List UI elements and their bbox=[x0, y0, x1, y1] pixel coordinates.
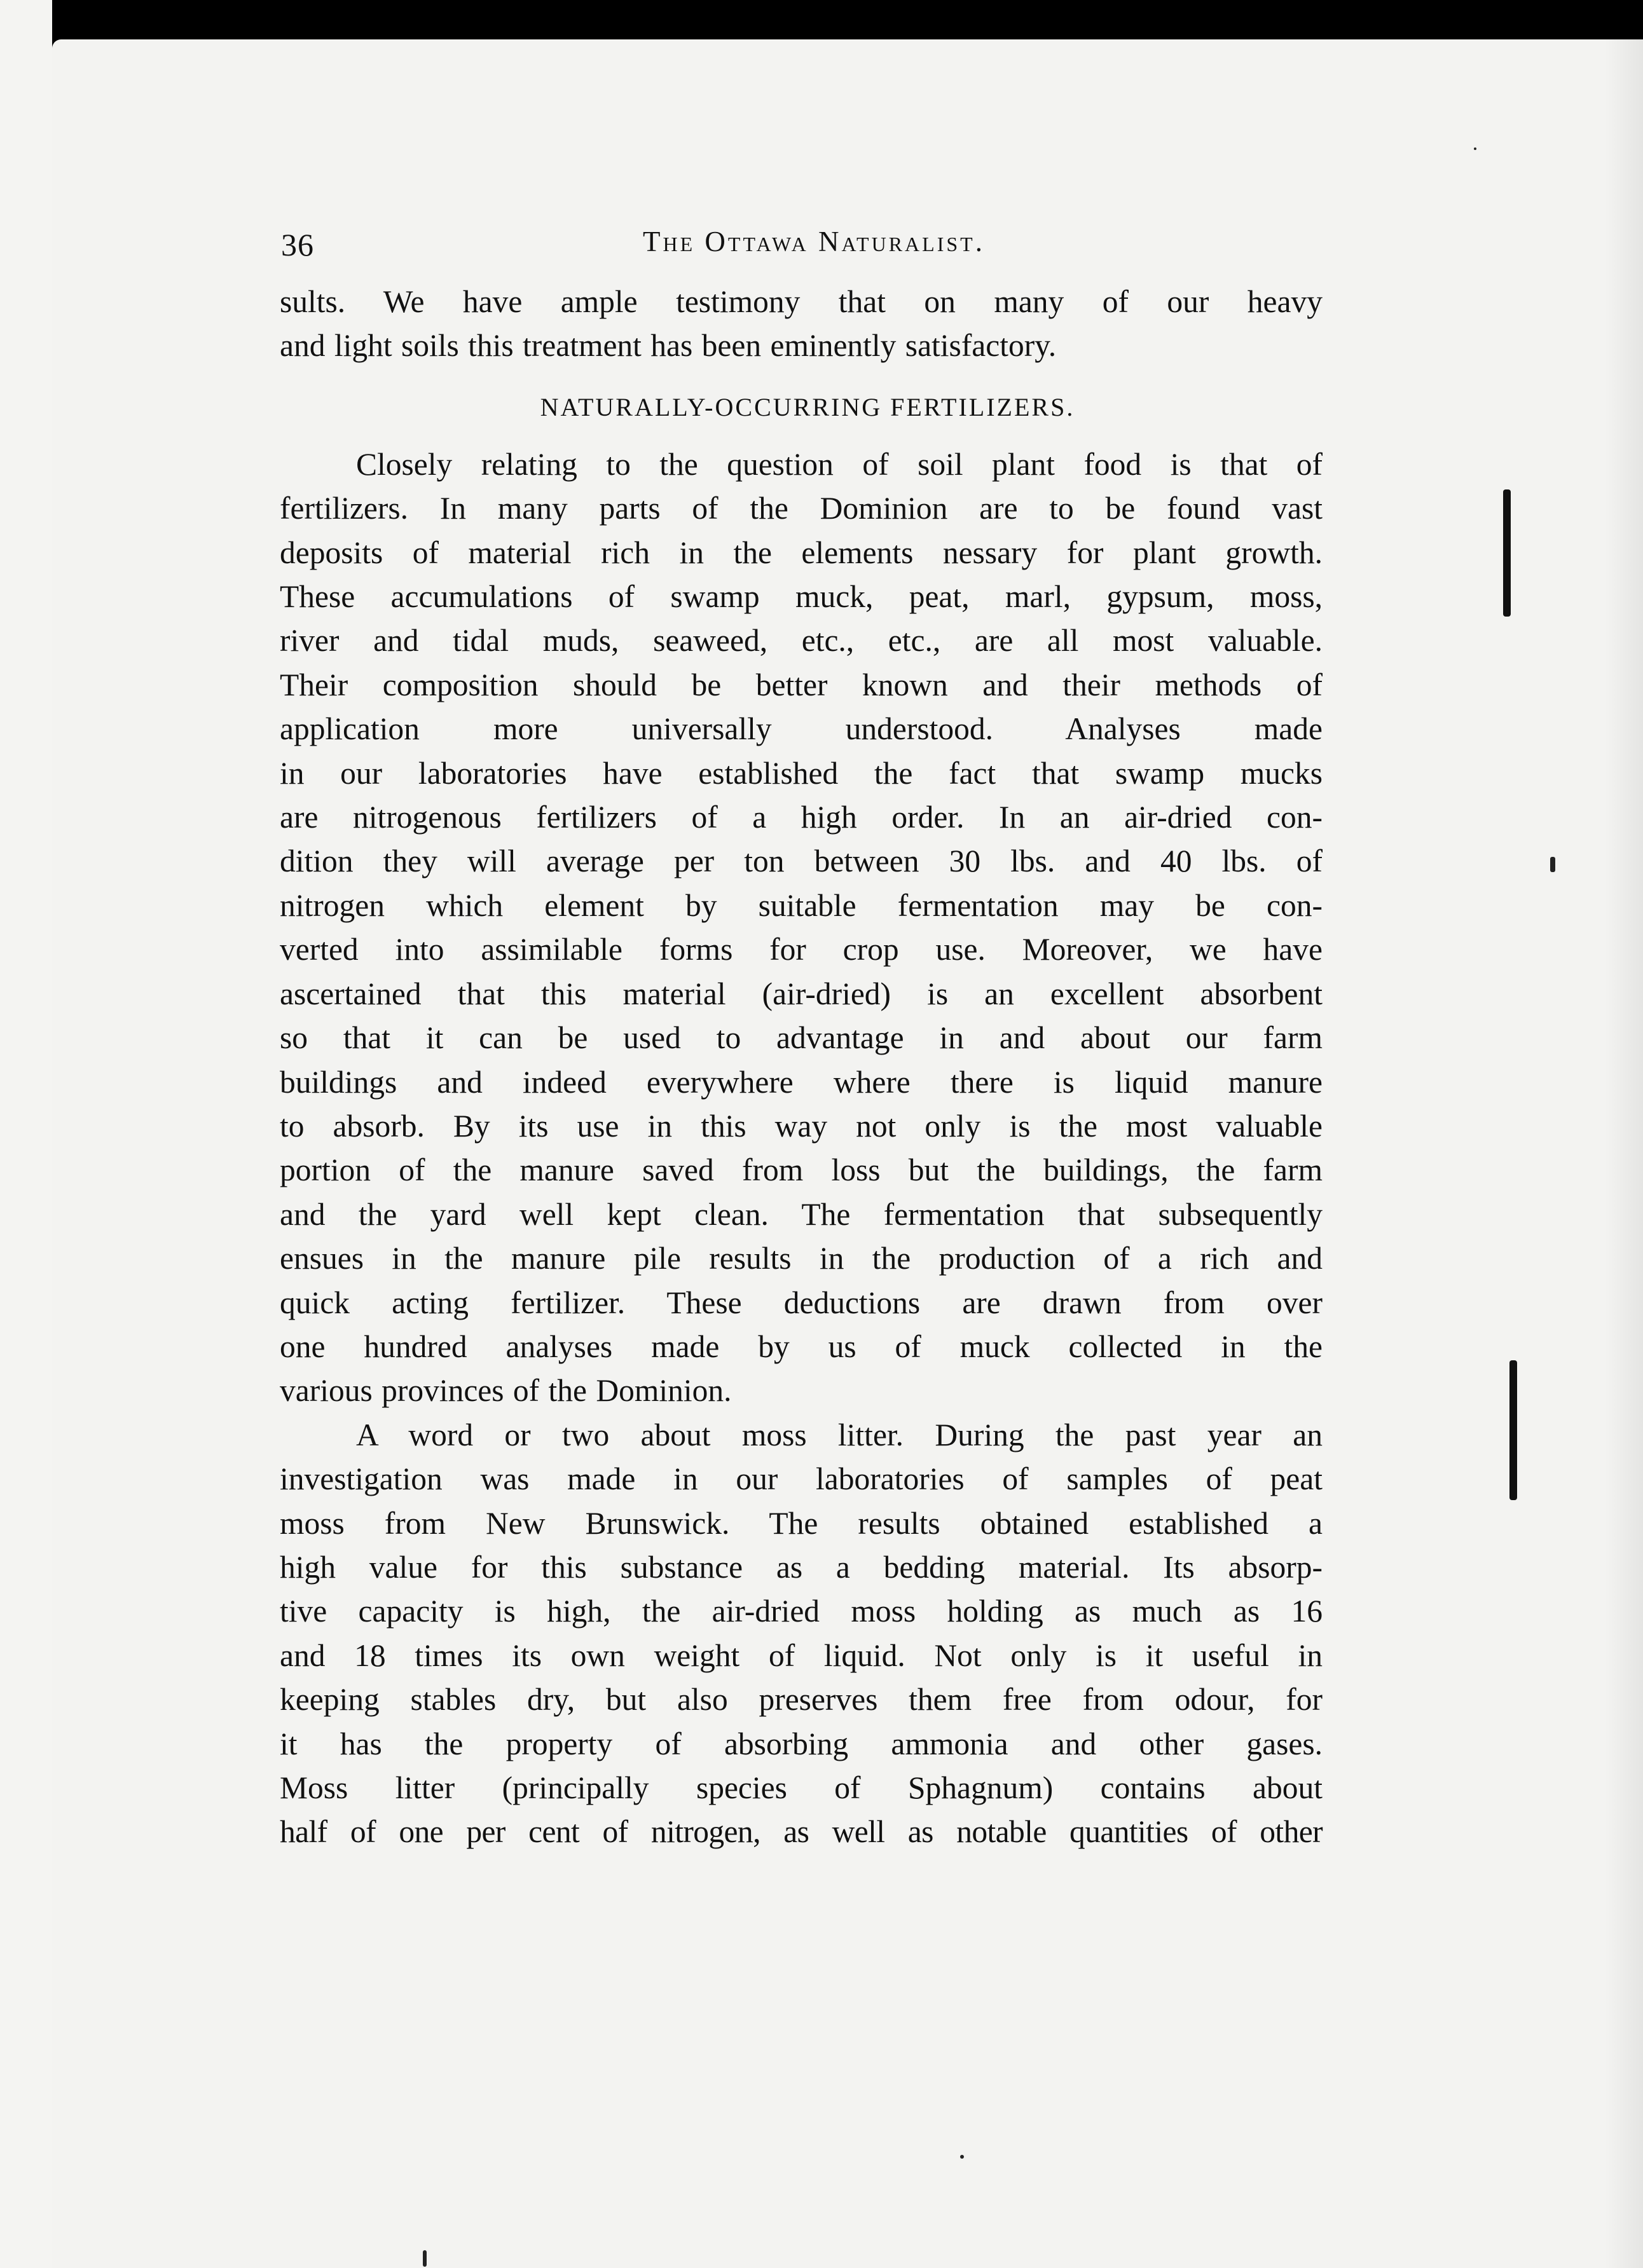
paragraph-2 bbox=[280, 1413, 1323, 1854]
scan-top-border bbox=[0, 0, 1643, 36]
text-line: investigation was made in our laboratories of samples of peat bbox=[280, 1461, 1323, 1497]
binding-mark-lower bbox=[1509, 1360, 1517, 1500]
section-heading: NATURALLY-OCCURRING FERTILIZERS. bbox=[540, 392, 1075, 421]
text-line: These accumulations of swamp muck, peat, marl, gypsum, moss, bbox=[280, 579, 1323, 615]
text-line: river and tidal muds, seaweed, etc., etc., are all most valuable. bbox=[280, 623, 1323, 659]
page-number: 36 bbox=[281, 227, 314, 263]
text-line: to absorb. By its use in this way not only is the most valuable bbox=[280, 1108, 1323, 1144]
page-gutter-shadow bbox=[1605, 39, 1643, 2268]
text-line: deposits of material rich in the elements nessary for plant growth. bbox=[280, 535, 1323, 570]
scan-speck bbox=[960, 2155, 964, 2159]
text-line: Moss litter (principally species of Sphagnum) contains about bbox=[280, 1770, 1323, 1805]
text-line: application more universally understood. Analyses made bbox=[280, 711, 1323, 747]
scan-speck bbox=[1550, 857, 1555, 872]
text-line: so that it can be used to advantage in and about our farm bbox=[280, 1020, 1323, 1056]
text-line: quick acting fertilizer. These deductions are drawn from over bbox=[280, 1285, 1323, 1320]
text-line: and the yard well kept clean. The fermentation that subsequently bbox=[280, 1196, 1323, 1232]
text-line: fertilizers. In many parts of the Dominion are to be found vast bbox=[280, 491, 1323, 526]
text-line: portion of the manure saved from loss but the buildings, the farm bbox=[280, 1152, 1323, 1188]
text-line: A word or two about moss litter. During the past year an bbox=[356, 1417, 1323, 1452]
text-line: half of one per cent of nitrogen, as well as notable quantities of other bbox=[280, 1814, 1323, 1850]
intro-text bbox=[280, 280, 1323, 368]
text-line: high value for this substance as a bedding material. Its absorp- bbox=[280, 1549, 1323, 1585]
scan-speck bbox=[1474, 147, 1476, 150]
running-title: The Ottawa Naturalist. bbox=[643, 226, 985, 257]
text-line: ascertained that this material (air-dried) is an excellent absorbent bbox=[280, 976, 1323, 1011]
text-line: keeping stables dry, but also preserves them free from odour, for bbox=[280, 1682, 1323, 1718]
page-text bbox=[280, 216, 1323, 1854]
text-line: sults. We have ample testimony that on many of our heavy bbox=[280, 284, 1323, 319]
text-line: and light soils this treatment has been eminently satisfactory. bbox=[280, 328, 1057, 364]
text-line: nitrogen which element by suitable fermentation may be con- bbox=[280, 887, 1323, 923]
text-line: moss from New Brunswick. The results obtained established a bbox=[280, 1505, 1323, 1541]
text-line: it has the property of absorbing ammonia and other gases. bbox=[280, 1726, 1323, 1761]
text-line: Closely relating to the question of soil plant food is that of bbox=[356, 446, 1323, 482]
text-line: and 18 times its own weight of liquid. Not only is it useful in bbox=[280, 1637, 1323, 1673]
text-line: are nitrogenous fertilizers of a high order. In an air-dried con- bbox=[280, 800, 1323, 835]
paragraph-1 bbox=[280, 442, 1323, 1413]
scan-left-margin bbox=[0, 0, 52, 2268]
text-line: various provinces of the Dominion. bbox=[280, 1373, 732, 1409]
text-line: dition they will average per ton between 30 lbs. and 40 lbs. of bbox=[280, 844, 1323, 879]
running-header bbox=[280, 216, 1323, 267]
text-line: one hundred analyses made by us of muck collected in the bbox=[280, 1329, 1323, 1364]
text-line: verted into assimilable forms for crop use. Moreover, we have bbox=[280, 932, 1323, 967]
text-line: tive capacity is high, the air-dried moss holding as much as 16 bbox=[280, 1594, 1323, 1629]
scan-speck bbox=[423, 2250, 427, 2267]
text-line: ensues in the manure pile results in the production of a rich and bbox=[280, 1241, 1323, 1276]
text-line: in our laboratories have established the fact that swamp mucks bbox=[280, 755, 1323, 791]
binding-mark-upper bbox=[1503, 489, 1511, 617]
text-line: buildings and indeed everywhere where there is liquid manure bbox=[280, 1064, 1323, 1100]
text-line: Their composition should be better known and their methods of bbox=[280, 667, 1323, 702]
